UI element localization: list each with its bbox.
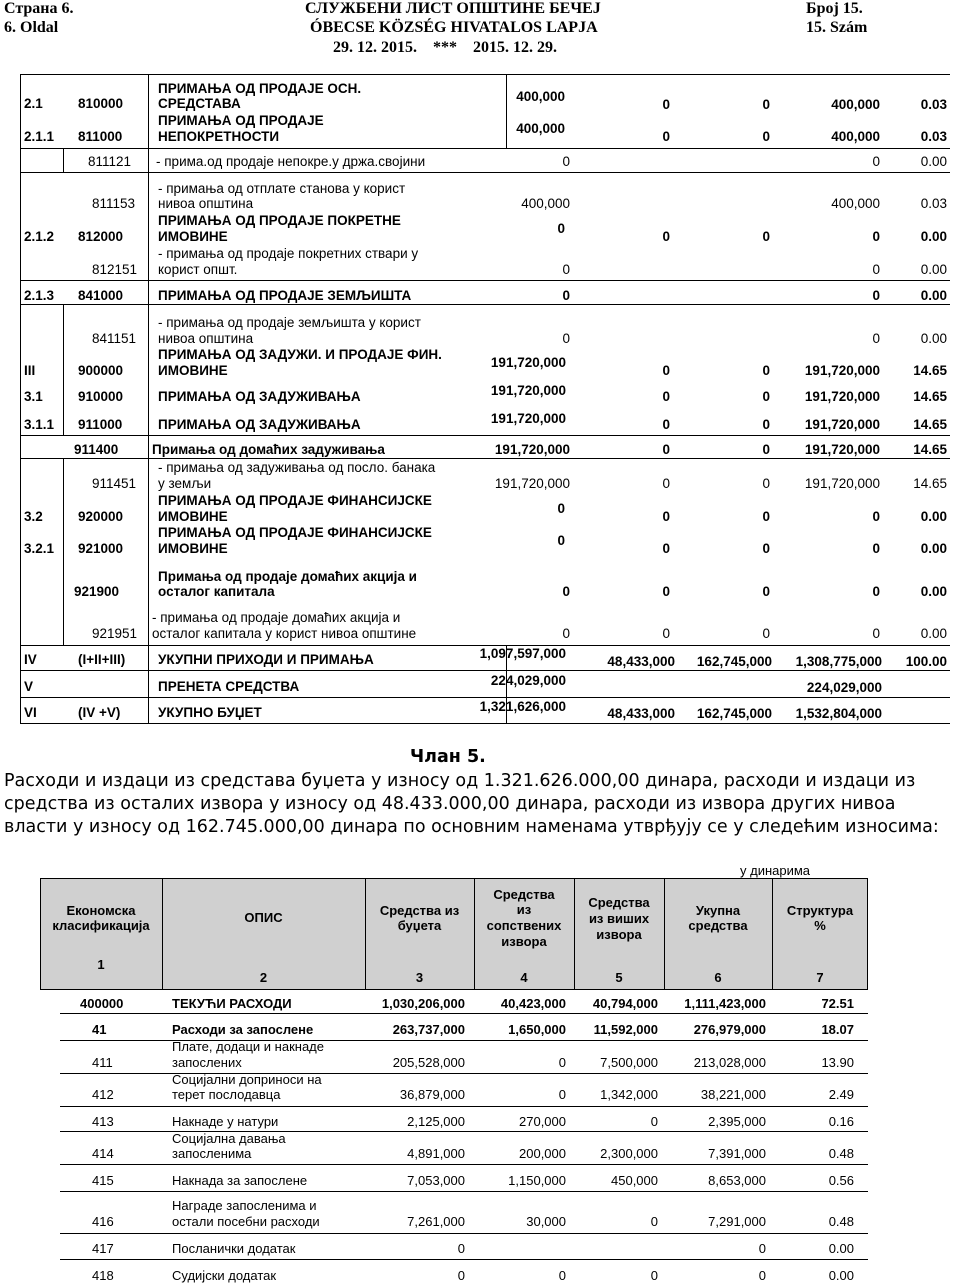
t1-row6-label1: - примања од продаје покретних ствари у (158, 246, 419, 261)
th-own-3: сопствених (486, 918, 562, 933)
t2-row8-desc1: Награде запосленима и (172, 1198, 317, 1213)
t1-row14-v1: 0 (557, 501, 565, 516)
t1-row19-v4: 224,029,000 (806, 680, 882, 695)
t1-row18-v2: 48,433,000 (607, 654, 675, 669)
t1-row2-v5: 0.03 (920, 129, 947, 144)
t2-row8-desc2: остали посебни расходи (172, 1214, 320, 1229)
th-total-2: средства (688, 918, 748, 933)
t2-row7-c3: 7,053,000 (407, 1173, 465, 1188)
t1-row8-account: 841151 (92, 331, 137, 346)
t1-row20-label1: УКУПНО БУЏЕТ (158, 705, 262, 720)
t1-row14-account: 920000 (78, 509, 124, 524)
t2-row1-c5: 40,794,000 (592, 996, 658, 1011)
t2-row7-c6: 8,653,000 (708, 1173, 766, 1188)
t2-row9-c3: 0 (457, 1241, 465, 1256)
t1-row12-v4: 191,720,000 (804, 442, 880, 457)
t2-row1-c6: 1,111,423,000 (684, 996, 766, 1011)
t1-row19-v1: 224,029,000 (490, 673, 566, 688)
header-page-number: Страна 6. (4, 0, 74, 17)
t2-row2-c4: 1,650,000 (508, 1022, 566, 1037)
t1-row13-v4: 191,720,000 (804, 476, 880, 491)
t2-row4-desc2: терет послодавца (172, 1087, 281, 1102)
t2-row2-desc: Расходи за запослене (172, 1022, 314, 1037)
t1-row18-account: (I+II+III) (78, 652, 126, 667)
t1-row9-code: III (24, 363, 36, 378)
t1-row2-v2: 0 (662, 129, 670, 144)
t1-row17-account: 921951 (92, 626, 138, 641)
t2-row7-c7: 0.56 (828, 1173, 854, 1188)
t2-row10-code: 418 (92, 1268, 114, 1283)
t1-row6-label2: корист општ. (158, 262, 238, 277)
t1-row14-v4: 0 (872, 509, 880, 524)
t1-row1-v1: 400,000 (516, 89, 565, 104)
t1-row8-v4: 0 (872, 331, 880, 346)
t2-row2-c6: 276,979,000 (693, 1022, 766, 1037)
t1-row17-v5: 0.00 (920, 626, 947, 641)
header-journal-title: СЛУЖБЕНИ ЛИСТ ОПШТИНЕ БЕЧЕЈ (305, 0, 601, 17)
t1-row20-v4: 1,532,804,000 (795, 706, 882, 721)
t1-row2-v4: 400,000 (831, 129, 880, 144)
t1-row4-account: 811153 (92, 196, 136, 211)
t2-row4-desc1: Социјални доприноси на (172, 1072, 322, 1087)
t1-row7-v1: 0 (562, 288, 570, 303)
t1-row14-label2: ИМОВИНЕ (158, 509, 228, 524)
t1-row16-label2: осталог капитала (158, 584, 275, 599)
t1-row20-v3: 162,745,000 (696, 706, 772, 721)
header-journal-title-hu: ÓBECSE KÖZSÉG HIVATALOS LAPJA (310, 19, 598, 36)
t1-row18-v3: 162,745,000 (696, 654, 772, 669)
t2-row3-c4: 0 (558, 1055, 566, 1070)
t1-row4-v4: 400,000 (831, 196, 880, 211)
t1-row13-account: 911451 (92, 476, 137, 491)
t2-row6-desc2: запосленима (172, 1146, 252, 1161)
t1-row6-v4: 0 (872, 262, 880, 277)
t2-row8-c3: 7,261,000 (407, 1214, 465, 1229)
t1-row12-v3: 0 (762, 442, 770, 457)
t1-row15-v4: 0 (872, 541, 880, 556)
t1-row4-label1: - примања од отплате станова у корист (158, 181, 406, 196)
t2-row4-c6: 38,221,000 (700, 1087, 766, 1102)
t1-row3-v5: 0.00 (920, 154, 947, 169)
t1-row5-account: 812000 (78, 229, 124, 244)
t1-row9-account: 900000 (78, 363, 124, 378)
t1-row12-v1: 191,720,000 (494, 442, 570, 457)
t2-row9-code: 417 (92, 1241, 114, 1256)
t1-row9-v5: 14.65 (913, 363, 947, 378)
t2-row6-code: 414 (92, 1146, 114, 1161)
t1-row20-v1: 1,321,626,000 (479, 699, 566, 714)
t1-row17-label1: - примања од продаје домаћих акција и (152, 610, 401, 625)
t1-row3-v4: 0 (872, 154, 880, 169)
t2-row4-c4: 0 (558, 1087, 566, 1102)
t2-row10-c4: 0 (558, 1268, 566, 1283)
header-date: 29. 12. 2015. *** 2015. 12. 29. (333, 39, 557, 56)
t1-row14-v3: 0 (762, 509, 770, 524)
t1-row9-label1: ПРИМАЊА ОД ЗАДУЖИ. И ПРОДАЈЕ ФИН. (158, 347, 442, 362)
t1-row9-v4: 191,720,000 (804, 363, 880, 378)
t1-row19-label1: ПРЕНЕТА СРЕДСТВА (158, 679, 300, 694)
unit-label: у динарима (740, 863, 811, 878)
t1-row17-v1: 0 (562, 626, 570, 641)
t2-row3-desc2: запослених (172, 1055, 242, 1070)
th-class-1: Економска (66, 903, 136, 918)
th-budget-2: буџета (397, 918, 442, 933)
t2-row4-c3: 36,879,000 (399, 1087, 465, 1102)
t2-row9-c6: 0 (758, 1241, 766, 1256)
t2-row5-c5: 0 (650, 1114, 658, 1129)
t2-row6-c3: 4,891,000 (407, 1146, 465, 1161)
t1-row16-v3: 0 (762, 584, 770, 599)
t1-row2-v3: 0 (762, 129, 770, 144)
t2-row1-c4: 40,423,000 (500, 996, 566, 1011)
t1-row15-account: 921000 (78, 541, 124, 556)
t1-row17-v4: 0 (872, 626, 880, 641)
t1-row3-label1: - прима.од продаје непокре.у држа.својини (156, 154, 426, 169)
t1-row11-v1: 191,720,000 (490, 411, 566, 426)
t1-row1-code: 2.1 (24, 96, 43, 111)
th-num-7: 7 (816, 970, 824, 985)
t1-row13-label2: у земљи (158, 476, 212, 491)
t2-row3-c5: 7,500,000 (600, 1055, 658, 1070)
t2-row1-c3: 1,030,206,000 (381, 996, 465, 1011)
t2-row5-code: 413 (92, 1114, 114, 1129)
t2-row3-c3: 205,528,000 (392, 1055, 465, 1070)
t2-row3-c6: 213,028,000 (693, 1055, 766, 1070)
t2-row4-c5: 1,342,000 (600, 1087, 658, 1102)
t2-row3-c7: 13.90 (821, 1055, 854, 1070)
t1-row5-label1: ПРИМАЊА ОД ПРОДАЈЕ ПОКРЕТНЕ (158, 213, 401, 228)
t1-row8-v1: 0 (562, 331, 570, 346)
t1-row2-code: 2.1.1 (24, 129, 55, 144)
t1-row16-label1: Примања од продаје домаћих акција и (158, 569, 417, 584)
t2-row10-c3: 0 (457, 1268, 465, 1283)
t2-row4-code: 412 (92, 1087, 114, 1102)
t1-row18-v4: 1,308,775,000 (795, 654, 882, 669)
t1-row10-label1: ПРИМАЊА ОД ЗАДУЖИВАЊА (158, 389, 361, 404)
t1-row16-v5: 0.00 (920, 584, 947, 599)
t1-row11-account: 911000 (78, 417, 123, 432)
t2-row5-c7: 0.16 (828, 1114, 854, 1129)
t2-row5-c3: 2,125,000 (407, 1114, 465, 1129)
t2-row2-c7: 18.07 (821, 1022, 854, 1037)
t2-row7-c4: 1,150,000 (508, 1173, 566, 1188)
t1-row13-v1: 191,720,000 (494, 476, 570, 491)
t1-row9-label2: ИМОВИНЕ (158, 363, 228, 378)
t1-row13-v3: 0 (762, 476, 770, 491)
t1-row4-v1: 400,000 (521, 196, 570, 211)
t1-row6-v5: 0.00 (920, 262, 947, 277)
t2-row6-c4: 200,000 (519, 1146, 566, 1161)
t1-row1-label2: СРЕДСТАВА (158, 96, 241, 111)
th-own-1: Средства (493, 887, 555, 902)
t1-row4-label2: нивоа општина (158, 196, 254, 211)
t1-row14-label1: ПРИМАЊА ОД ПРОДАЈЕ ФИНАНСИЈСКЕ (158, 493, 432, 508)
t1-row5-v2: 0 (662, 229, 670, 244)
t2-row7-c5: 450,000 (611, 1173, 658, 1188)
t1-row13-v2: 0 (662, 476, 670, 491)
t1-row10-v3: 0 (762, 389, 770, 404)
t1-row12-v5: 14.65 (913, 442, 947, 457)
th-class-2: класификација (52, 918, 150, 933)
article-line-2: средства из осталих извора у износу од 48.433.000,00 динара, расходи из извора других нивоа (4, 794, 896, 814)
t1-row1-account: 810000 (78, 96, 124, 111)
th-higher-3: извора (596, 927, 642, 942)
t1-row11-v5: 14.65 (913, 417, 947, 432)
t1-row17-v2: 0 (662, 626, 670, 641)
t2-row5-c4: 270,000 (519, 1114, 566, 1129)
t1-row12-account: 911400 (74, 442, 119, 457)
th-higher-1: Средства (588, 895, 650, 910)
header-issue-hu: 15. Szám (806, 19, 868, 36)
th-num-3: 3 (415, 970, 424, 985)
t1-row10-v5: 14.65 (913, 389, 947, 404)
t2-row5-c6: 2,395,000 (708, 1114, 766, 1129)
t1-row14-v5: 0.00 (920, 509, 947, 524)
t1-row18-code: IV (24, 652, 37, 667)
t2-row8-code: 416 (92, 1214, 114, 1229)
header-page-number-hu: 6. Oldal (4, 19, 59, 36)
th-structure-2: % (814, 918, 826, 933)
t1-row17-v3: 0 (762, 626, 770, 641)
t1-row7-v5: 0.00 (920, 288, 947, 303)
t1-row1-v4: 400,000 (831, 97, 880, 112)
t2-row2-c3: 263,737,000 (392, 1022, 465, 1037)
t2-row1-c7: 72.51 (821, 996, 854, 1011)
article-line-3: власти у износу од 162.745.000,00 динара по основним наменама утврђују се у следећим износима: (4, 817, 939, 837)
t1-row4-v5: 0.03 (920, 196, 947, 211)
t1-row15-code: 3.2.1 (24, 541, 55, 556)
t1-row2-label1: ПРИМАЊА ОД ПРОДАЈЕ (158, 113, 324, 128)
th-num-6: 6 (714, 970, 722, 985)
t1-row11-v2: 0 (662, 417, 670, 432)
t1-row3-v1: 0 (562, 154, 570, 169)
t1-row16-v4: 0 (872, 584, 880, 599)
th-budget-1: Средства из (379, 903, 460, 918)
t1-row1-label1: ПРИМАЊА ОД ПРОДАЈЕ ОСН. (158, 81, 362, 96)
th-total-1: Укупна (695, 903, 741, 918)
t1-row18-v1: 1,097,597,000 (479, 646, 566, 661)
t1-row11-v3: 0 (762, 417, 770, 432)
t1-row19-code: V (24, 679, 34, 694)
t1-row13-label1: - примања од задуживања од посло. банака (158, 460, 436, 475)
t1-row14-v2: 0 (662, 509, 670, 524)
t1-row10-v2: 0 (662, 389, 670, 404)
t1-row2-label2: НЕПОКРЕТНОСТИ (158, 129, 280, 144)
t2-row8-c6: 7,291,000 (708, 1214, 766, 1229)
t1-row15-label1: ПРИМАЊА ОД ПРОДАЈЕ ФИНАНСИЈСКЕ (158, 525, 432, 540)
t1-row20-account: (IV +V) (78, 705, 121, 720)
t2-row1-desc: ТЕКУЋИ РАСХОДИ (172, 996, 292, 1011)
t2-row8-c7: 0.48 (828, 1214, 854, 1229)
th-desc: ОПИС (244, 910, 283, 925)
t2-row9-c7: 0.00 (828, 1241, 854, 1256)
t1-row8-v5: 0.00 (920, 331, 947, 346)
t1-row15-v3: 0 (762, 541, 770, 556)
t1-row14-code: 3.2 (24, 509, 43, 524)
t1-row9-v1: 191,720,000 (490, 355, 566, 370)
t1-row20-code: VI (24, 705, 37, 720)
header-issue: Број 15. (806, 0, 863, 17)
t2-row1-code: 400000 (80, 996, 124, 1011)
th-num-4: 4 (520, 970, 528, 985)
t1-row11-code: 3.1.1 (24, 417, 55, 432)
t1-row12-v2: 0 (662, 442, 670, 457)
t1-row10-account: 910000 (78, 389, 124, 404)
t1-row3-account: 811121 (88, 154, 132, 169)
t1-row20-v2: 48,433,000 (607, 706, 675, 721)
th-own-4: извора (501, 934, 547, 949)
t1-row7-account: 841000 (78, 288, 124, 303)
t2-row5-desc1: Накнаде у натури (172, 1114, 279, 1129)
t1-row16-account: 921900 (74, 584, 120, 599)
t1-row12-label1: Примања од домаћих задуживања (152, 442, 385, 457)
t1-row5-v4: 0 (872, 229, 880, 244)
t1-row8-label2: нивоа општина (158, 331, 254, 346)
t2-row6-c5: 2,300,000 (600, 1146, 658, 1161)
t2-row8-c5: 0 (650, 1214, 658, 1229)
t1-row7-label1: ПРИМАЊА ОД ПРОДАЈЕ ЗЕМЉИШТА (158, 288, 412, 303)
t1-row16-v2: 0 (662, 584, 670, 599)
t1-row10-v4: 191,720,000 (804, 389, 880, 404)
t2-row7-desc1: Накнада за запослене (172, 1173, 308, 1188)
t1-row10-v1: 191,720,000 (490, 383, 566, 398)
t1-row7-v4: 0 (872, 288, 880, 303)
t1-row13-v5: 14.65 (913, 476, 947, 491)
t1-row15-v1: 0 (557, 533, 565, 548)
t1-row5-v5: 0.00 (920, 229, 947, 244)
th-own-2: из (516, 902, 532, 917)
t1-row15-v2: 0 (662, 541, 670, 556)
t1-row9-v3: 0 (762, 363, 770, 378)
t1-row2-v1: 400,000 (516, 121, 565, 136)
th-num-2: 2 (259, 970, 268, 985)
t1-row17-label2: осталог капитала у корист нивоа општине (152, 626, 417, 641)
t1-row5-v3: 0 (762, 229, 770, 244)
t1-row16-v1: 0 (562, 584, 570, 599)
t2-row2-c5: 11,592,000 (593, 1022, 658, 1037)
t1-row1-v3: 0 (762, 97, 770, 112)
t1-row1-v2: 0 (662, 97, 670, 112)
th-higher-2: из виших (588, 911, 650, 926)
article-line-1: Расходи и издаци из средстава буџета у износу од 1.321.626.000,00 динара, расходи и издаци из (4, 771, 916, 791)
th-num-5: 5 (615, 970, 623, 985)
t2-row7-code: 415 (92, 1173, 114, 1188)
t1-row8-label1: - примања од продаје земљишта у корист (158, 315, 421, 330)
t1-row11-v4: 191,720,000 (804, 417, 880, 432)
t1-row5-v1: 0 (557, 221, 565, 236)
t1-row9-v2: 0 (662, 363, 670, 378)
t1-row7-code: 2.1.3 (24, 288, 55, 303)
t1-row18-v5: 100.00 (905, 654, 947, 669)
t2-row6-c7: 0.48 (828, 1146, 854, 1161)
th-structure-1: Структура (786, 903, 854, 918)
t1-row18-label1: УКУПНИ ПРИХОДИ И ПРИМАЊА (158, 652, 374, 667)
t2-row9-desc1: Посланички додатак (172, 1241, 296, 1256)
t1-row1-v5: 0.03 (920, 97, 947, 112)
t1-row5-label2: ИМОВИНЕ (158, 229, 228, 244)
t2-row6-desc1: Социјална давања (172, 1131, 286, 1146)
t1-row11-label1: ПРИМАЊА ОД ЗАДУЖИВАЊА (158, 417, 361, 432)
t2-row3-code: 411 (92, 1055, 113, 1070)
t2-row10-c6: 0 (758, 1268, 766, 1283)
t1-row15-label2: ИМОВИНЕ (158, 541, 228, 556)
article-title: Члан 5. (410, 747, 486, 767)
t1-row5-code: 2.1.2 (24, 229, 55, 244)
t2-row3-desc1: Плате, додаци и накнаде (172, 1039, 324, 1054)
t2-row10-c7: 0.00 (828, 1268, 854, 1283)
t1-row2-account: 811000 (78, 129, 123, 144)
t2-row8-c4: 30,000 (526, 1214, 566, 1229)
t2-row10-desc1: Судијски додатак (172, 1268, 277, 1283)
t2-row10-c5: 0 (650, 1268, 658, 1283)
t1-row15-v5: 0.00 (920, 541, 947, 556)
t1-row6-account: 812151 (92, 262, 138, 277)
t2-row4-c7: 2.49 (828, 1087, 854, 1102)
t1-row6-v1: 0 (562, 262, 570, 277)
th-num-1: 1 (97, 957, 105, 972)
t2-row6-c6: 7,391,000 (708, 1146, 766, 1161)
t2-row2-code: 41 (92, 1022, 107, 1037)
t1-row10-code: 3.1 (24, 389, 43, 404)
